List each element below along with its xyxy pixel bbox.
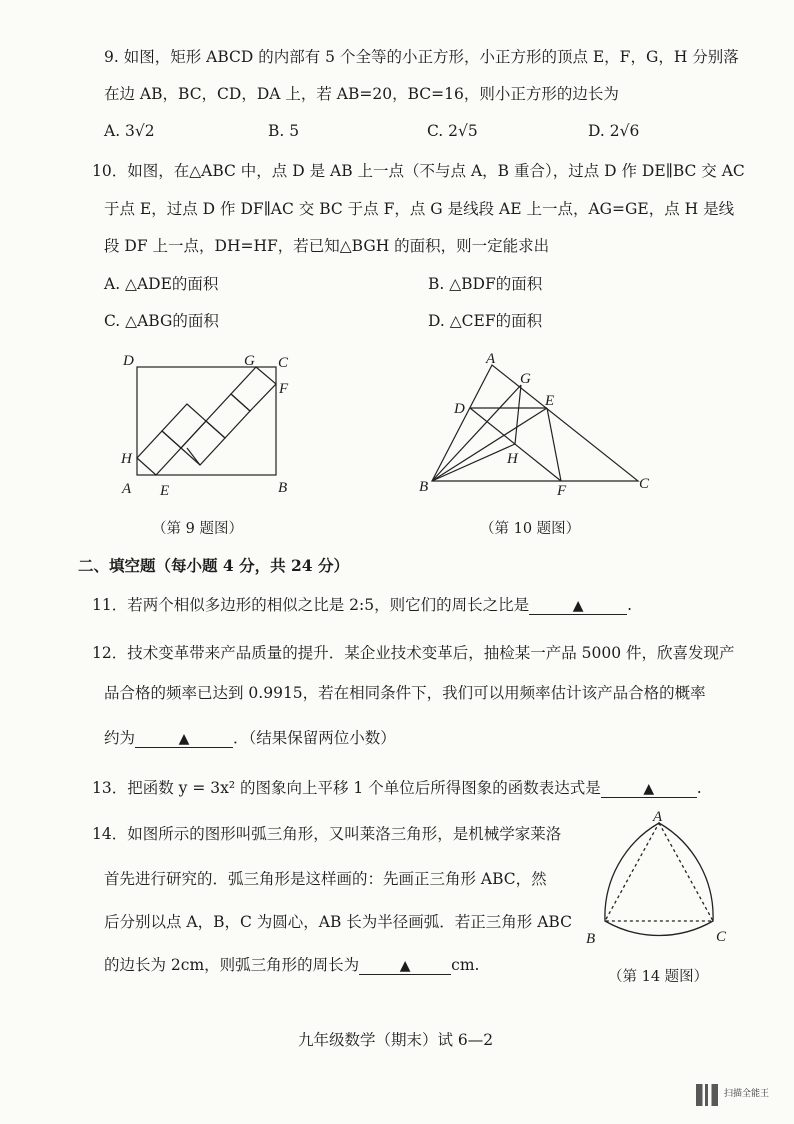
page-footer: 九年级数学（期末）试 6—2 <box>298 1031 494 1049</box>
q12-line3-post: ．（结果保留两位小数） <box>233 729 396 747</box>
section-title: 二、填空题（每小题 4 分，共 24 分） <box>78 556 349 575</box>
figure-10-caption: （第 10 题图） <box>480 521 581 537</box>
triangle-marker-icon: ▲ <box>572 598 584 614</box>
q12-line3-pre: 约为 <box>104 729 136 747</box>
label-g: G <box>244 353 255 369</box>
q14-answer-blank <box>359 958 451 975</box>
q12-line3 <box>104 731 396 748</box>
label-f: F <box>557 483 567 499</box>
q14-line4-post: cm. <box>451 956 480 974</box>
label-c: C <box>716 929 727 945</box>
label-c: C <box>639 476 650 492</box>
reuleaux-arcs <box>605 823 713 935</box>
label-d: D <box>123 353 134 369</box>
q12-answer-blank <box>135 731 233 748</box>
label-a: A <box>122 481 132 497</box>
figure-9-caption: （第 9 题图） <box>152 521 243 537</box>
label-e: E <box>160 483 170 499</box>
q14-line3: 后分别以点 A，B，C 为圆心，AB 长为半径画弧．若正三角形 ABC <box>104 913 572 931</box>
label-e: E <box>545 393 555 409</box>
q10-line2: 于点 E，过点 D 作 DF∥AC 交 BC 于点 F，点 G 是线段 AE 上一点，AG=GE，点 H 是线 <box>104 200 735 218</box>
figure-10 <box>410 345 660 505</box>
q14-line4 <box>104 958 479 975</box>
triangle-marker-icon: ▲ <box>399 958 411 974</box>
q10-option-a: A. △ADE的面积 <box>104 275 219 293</box>
label-b: B <box>419 479 429 495</box>
q13-text: 13．把函数 y = 3x² 的图象向上平移 1 个单位后所得图象的函数表达式是 <box>92 779 601 797</box>
q13-end: . <box>696 779 702 797</box>
q9-option-b: B. 5 <box>268 122 300 140</box>
q10-line1: 10．如图，在△ABC 中，点 D 是 AB 上一点（不与点 A，B 重合），过点 D 作 DE∥BC 交 AC <box>92 162 745 180</box>
label-b: B <box>278 480 288 496</box>
q9-option-c: C. 2√5 <box>427 122 478 140</box>
q13-answer-blank <box>601 781 697 798</box>
figure-14-caption: （第 14 题图） <box>608 969 709 985</box>
label-f: F <box>279 381 289 397</box>
q9-option-a: A. 3√2 <box>104 122 155 140</box>
triangle-marker-icon: ▲ <box>643 781 655 797</box>
small-square <box>231 367 276 411</box>
label-g: G <box>520 371 531 387</box>
segment-ef <box>547 408 561 481</box>
small-square <box>162 404 206 448</box>
q14-line2: 首先进行研究的．弧三角形是这样画的：先画正三角形 ABC，然 <box>104 870 547 888</box>
q9-line2: 在边 AB，BC，CD，DA 上，若 AB=20，BC=16，则小正方形的边长为 <box>104 85 619 103</box>
triangle-abc <box>432 365 638 481</box>
label-c: C <box>278 355 289 371</box>
q9-line1: 9. 如图，矩形 ABCD 的内部有 5 个全等的小正方形，小正方形的顶点 E，F，G，H 分别落 <box>104 48 739 66</box>
q10-option-c: C. △ABG的面积 <box>104 312 219 330</box>
segment-gh <box>515 385 521 444</box>
q12-line2: 品合格的频率已达到 0.9915，若在相同条件下，我们可以用频率估计该产品合格的概率 <box>104 684 706 702</box>
small-square <box>137 431 181 475</box>
q11-text: 11．若两个相似多边形的相似之比是 2:5，则它们的周长之比是 <box>92 596 530 614</box>
q14-line4-pre: 的边长为 2cm，则弧三角形的周长为 <box>104 956 360 974</box>
label-h: H <box>507 451 518 467</box>
figure-14 <box>580 808 740 958</box>
q13 <box>92 781 702 798</box>
segment-bh <box>432 444 515 481</box>
label-a: A <box>653 809 663 825</box>
q9-option-d: D. 2√6 <box>588 122 640 140</box>
label-h: H <box>121 451 132 467</box>
q10-option-d: D. △CEF的面积 <box>428 312 543 330</box>
qr-code-icon <box>696 1084 718 1106</box>
q10-line3: 段 DF 上一点，DH=HF，若已知△BGH 的面积，则一定能求出 <box>104 237 550 255</box>
segment-df <box>470 408 561 481</box>
triangle-marker-icon: ▲ <box>178 731 190 747</box>
q10-option-b: B. △BDF的面积 <box>428 275 543 293</box>
q11-end: . <box>627 596 633 614</box>
label-b: B <box>586 931 596 947</box>
q11 <box>92 598 632 615</box>
square-edge <box>187 448 200 465</box>
figure-9 <box>110 345 310 505</box>
small-square <box>206 394 250 438</box>
q12-line1: 12．技术变革带来产品质量的提升．某企业技术变革后，抽检某一产品 5000 件，欣喜发现产 <box>92 644 735 662</box>
q11-answer-blank <box>529 598 627 615</box>
scanner-watermark: 扫描全能王 <box>724 1089 770 1099</box>
equilateral-triangle-abc <box>605 823 713 921</box>
label-a: A <box>486 351 496 367</box>
small-square <box>181 421 225 465</box>
q14-line1: 14．如图所示的图形叫弧三角形，又叫莱洛三角形，是机械学家莱洛 <box>92 825 562 843</box>
label-d: D <box>454 401 465 417</box>
